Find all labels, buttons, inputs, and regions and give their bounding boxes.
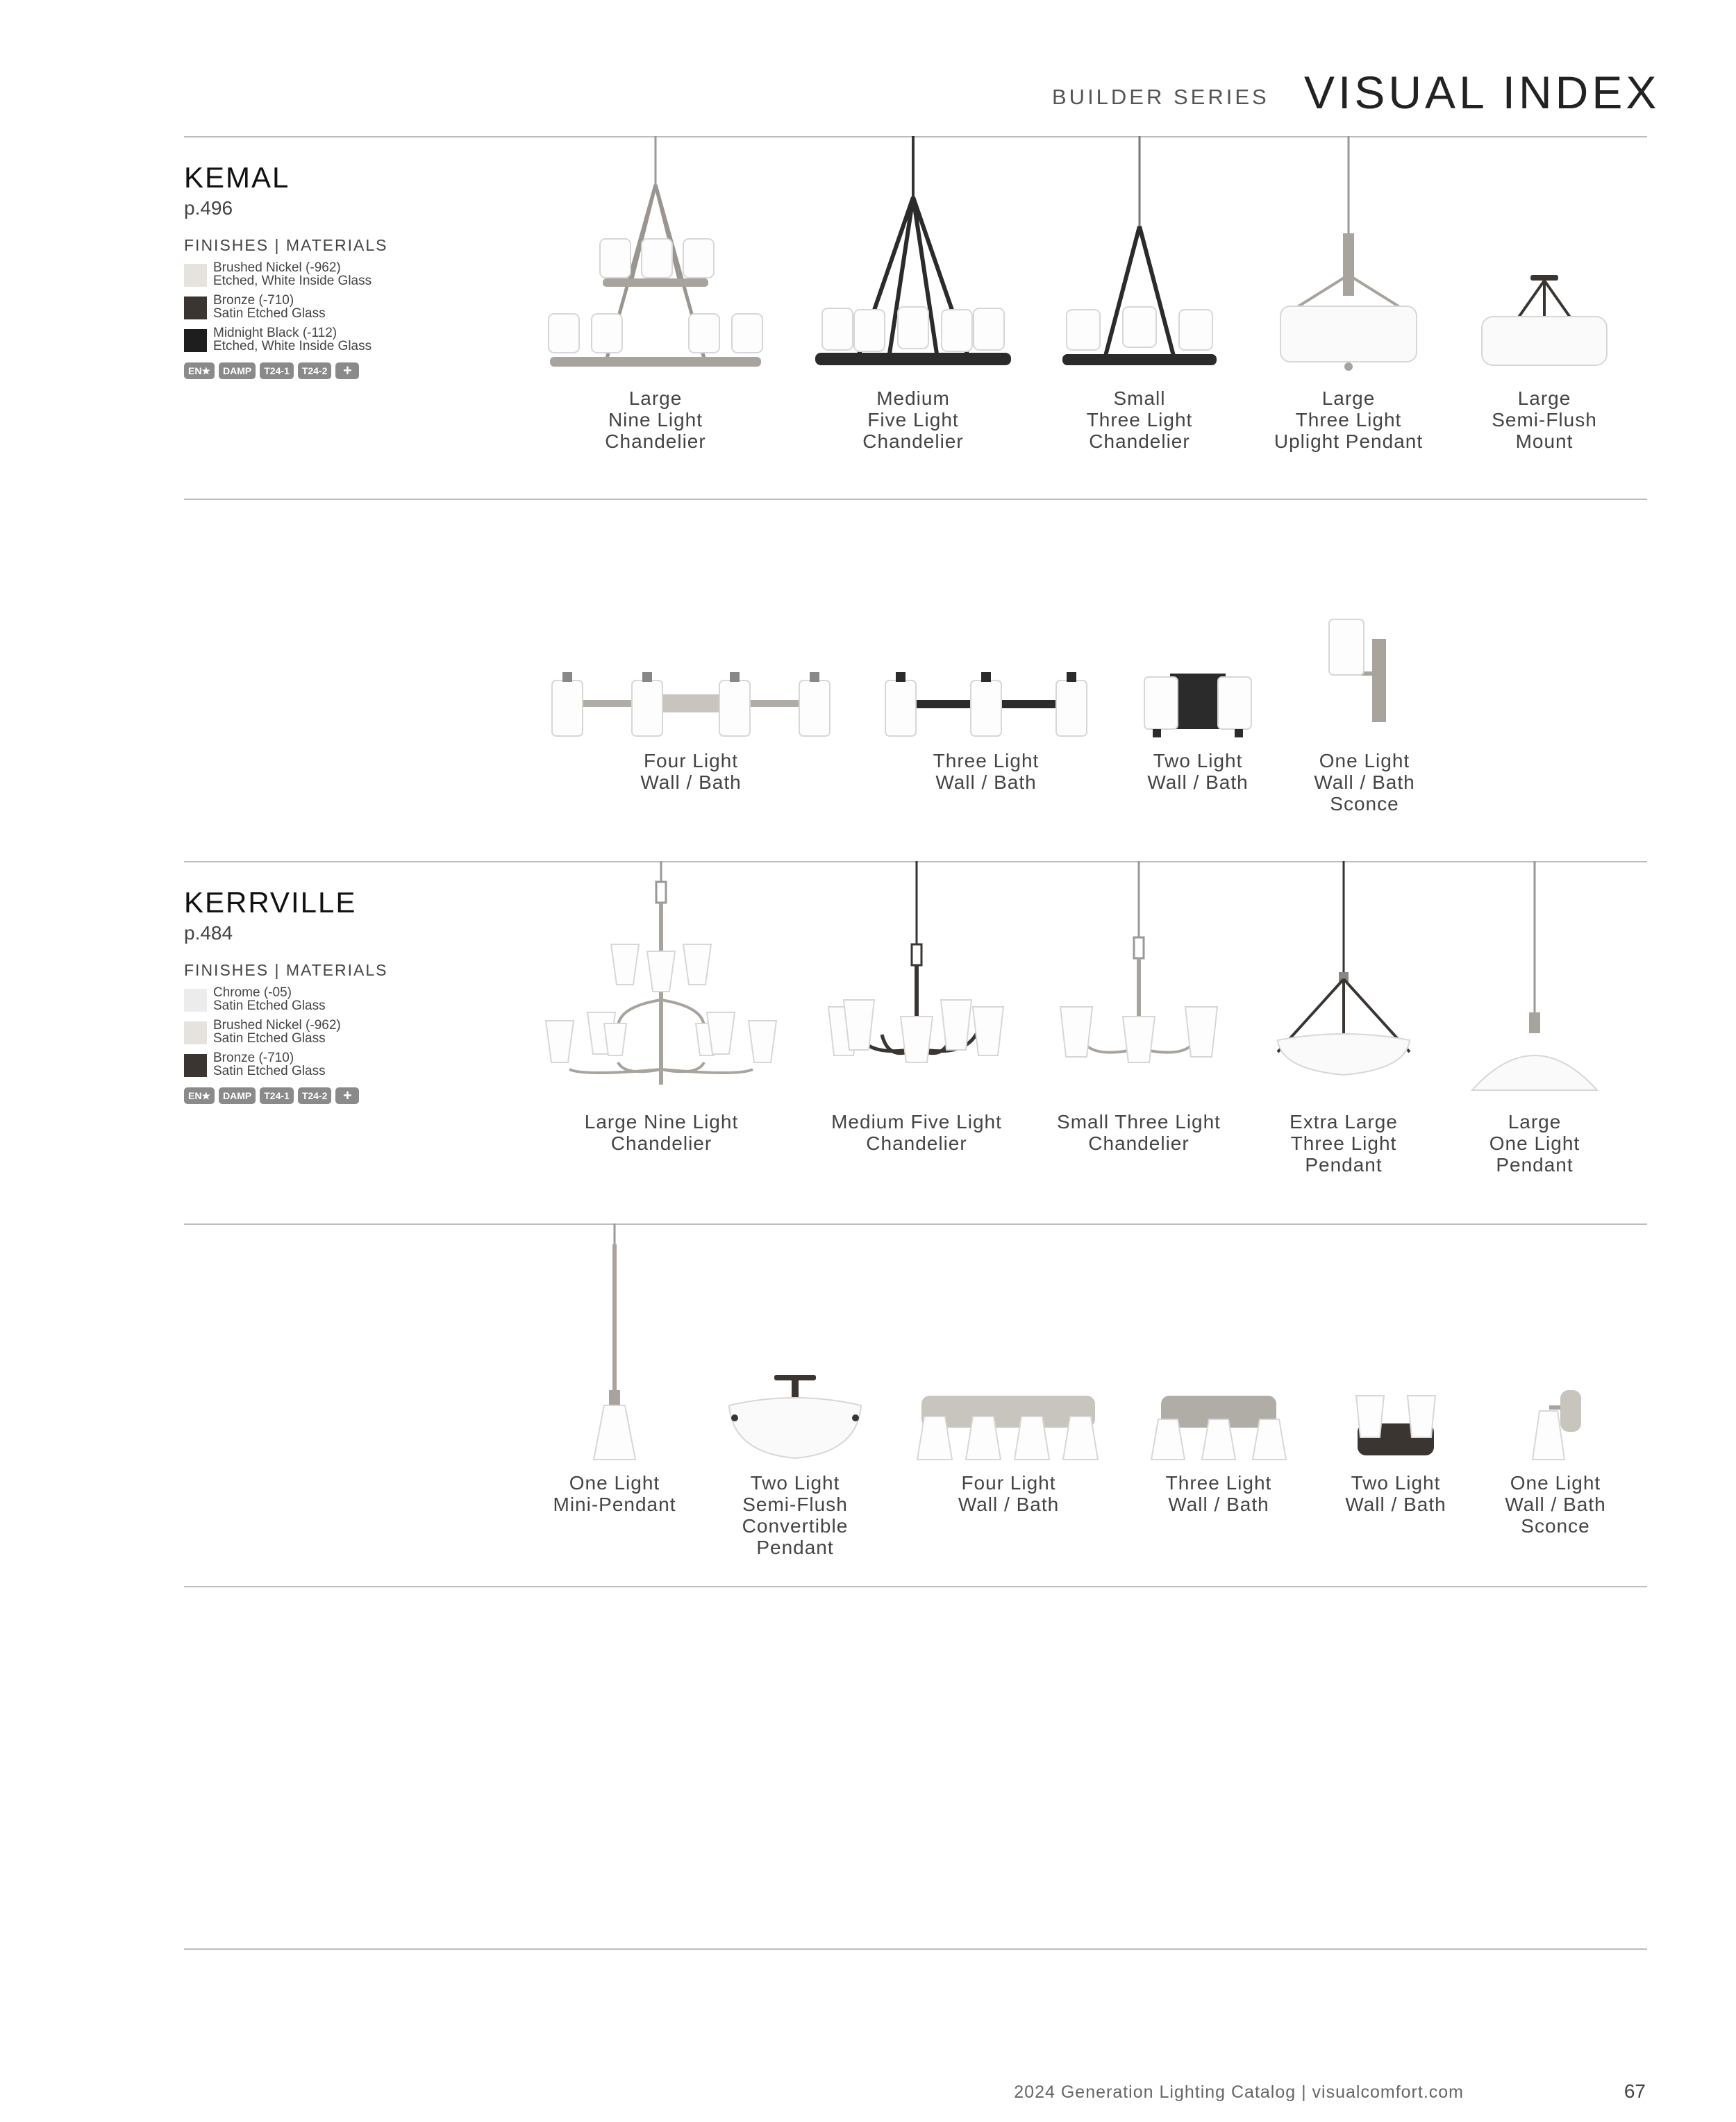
drum-pendant-icon <box>1265 136 1432 386</box>
finish-name: Bronze (-710) <box>213 1051 294 1065</box>
finish-name: Brushed Nickel (-962) <box>213 260 341 275</box>
finish-material: Satin Etched Glass <box>213 999 326 1013</box>
product-label: Small Three Light Chandelier <box>1086 387 1193 452</box>
finish-swatch <box>184 1021 207 1044</box>
vanity-three-icon <box>878 597 1094 736</box>
product-kerrville-two-light-semi-flush-convertible-pendant[interactable] <box>722 1223 868 1571</box>
vanity-four-icon <box>913 1223 1104 1463</box>
product-kemal-two-light-wall-bath[interactable] <box>1139 597 1257 826</box>
product-label: Large Semi-Flush Mount <box>1492 387 1597 452</box>
vanity-three-icon <box>1146 1223 1292 1463</box>
finish-material: Satin Etched Glass <box>213 1031 326 1046</box>
product-label: Three Light Wall / Bath <box>933 750 1040 793</box>
chandelier-arms-small-icon <box>1052 861 1226 1097</box>
finish-material: Satin Etched Glass <box>213 1064 326 1078</box>
product-label: Large Nine Light Chandelier <box>605 387 706 452</box>
product-kemal-large-nine-light-chandelier[interactable] <box>544 136 767 456</box>
vanity-two-icon <box>1337 1223 1455 1463</box>
finish-swatch <box>184 296 207 319</box>
mini-pendant-icon <box>545 1223 684 1463</box>
product-label: Two Light Wall / Bath <box>1345 1472 1446 1515</box>
plus-badge: + <box>335 1087 359 1104</box>
series-label: BUILDER SERIES <box>1052 85 1269 109</box>
vanity-two-icon <box>1139 597 1257 736</box>
product-kemal-three-light-wall-bath[interactable] <box>878 597 1094 826</box>
product-label: Medium Five Light Chandelier <box>831 1111 1002 1154</box>
family-name-kemal: KEMAL <box>184 161 290 194</box>
finish-swatch <box>184 1054 207 1077</box>
certification-badges <box>184 362 359 379</box>
finish-material: Etched, White Inside Glass <box>213 274 372 288</box>
product-kerrville-large-nine-light-chandelier[interactable] <box>542 861 781 1180</box>
product-label: Two Light Wall / Bath <box>1147 750 1249 793</box>
product-kerrville-medium-five-light-chandelier[interactable] <box>823 861 1010 1180</box>
product-kemal-four-light-wall-bath[interactable] <box>549 597 833 826</box>
finish-material: Satin Etched Glass <box>213 306 326 321</box>
energy-star-badge: EN★ <box>184 362 215 379</box>
certification-badges <box>184 1087 359 1104</box>
finishes-heading: FINISHES | MATERIALS <box>184 236 388 254</box>
page-number: 67 <box>1624 2080 1646 2102</box>
product-label: Large Nine Light Chandelier <box>584 1111 739 1154</box>
family-name-kerrville: KERRVILLE <box>184 886 357 919</box>
chandelier-two-tier-icon <box>544 136 767 386</box>
energy-star-badge: EN★ <box>184 1087 215 1104</box>
sconce-icon <box>1496 1223 1614 1463</box>
product-label: Three Light Wall / Bath <box>1165 1472 1272 1515</box>
finish-name: Midnight Black (-112) <box>213 326 337 340</box>
product-kerrville-two-light-wall-bath[interactable] <box>1337 1223 1455 1571</box>
divider <box>184 1586 1647 1587</box>
product-label: Small Three Light Chandelier <box>1057 1111 1221 1154</box>
product-kerrville-one-light-wall-bath-sconce[interactable] <box>1496 1223 1614 1571</box>
product-kerrville-one-light-mini-pendant[interactable] <box>545 1223 684 1571</box>
chandelier-two-tier-icon <box>542 861 781 1097</box>
divider <box>184 499 1647 500</box>
finish-swatch <box>184 264 207 287</box>
product-label: Two Light Semi-Flush Convertible Pendant <box>742 1472 849 1558</box>
product-label: One Light Wall / Bath Sconce <box>1505 1472 1606 1537</box>
t24-2-badge: T24-2 <box>298 362 332 379</box>
product-kemal-small-three-light-chandelier[interactable] <box>1060 136 1219 456</box>
semi-flush-bowl-icon <box>722 1223 868 1463</box>
bowl-pendant-icon <box>1264 861 1424 1097</box>
finish-material: Etched, White Inside Glass <box>213 339 372 353</box>
product-kemal-one-light-wall-bath-sconce[interactable] <box>1305 597 1424 826</box>
vanity-four-icon <box>549 597 833 736</box>
t24-1-badge: T24-1 <box>260 1087 294 1104</box>
product-kerrville-small-three-light-chandelier[interactable] <box>1052 861 1226 1180</box>
semi-flush-icon <box>1475 136 1614 386</box>
divider <box>184 1948 1647 1950</box>
family-page-kerrville: p.484 <box>184 922 233 944</box>
damp-badge: DAMP <box>219 1087 256 1104</box>
finish-swatch <box>184 989 207 1012</box>
product-kemal-large-semi-flush-mount[interactable] <box>1475 136 1614 456</box>
product-label: Large One Light Pendant <box>1489 1111 1580 1176</box>
chandelier-arms-icon <box>823 861 1010 1097</box>
family-page-kemal: p.496 <box>184 197 233 219</box>
product-kerrville-extra-large-three-light-pendant[interactable] <box>1264 861 1424 1180</box>
footer-catalog-text: 2024 Generation Lighting Catalog | visualcomfort.com <box>1014 2082 1464 2102</box>
product-kerrville-three-light-wall-bath[interactable] <box>1146 1223 1292 1571</box>
t24-1-badge: T24-1 <box>260 362 294 379</box>
product-label: One Light Mini-Pendant <box>553 1472 676 1515</box>
damp-badge: DAMP <box>219 362 256 379</box>
finish-name: Chrome (-05) <box>213 985 292 1000</box>
product-label: Large Three Light Uplight Pendant <box>1274 387 1424 452</box>
sconce-icon <box>1305 597 1424 736</box>
dome-pendant-icon <box>1465 861 1604 1097</box>
chandelier-ring-small-icon <box>1060 136 1219 386</box>
product-label: Four Light Wall / Bath <box>958 1472 1060 1515</box>
product-label: Medium Five Light Chandelier <box>862 387 964 452</box>
product-label: Four Light Wall / Bath <box>640 750 742 793</box>
product-kerrville-four-light-wall-bath[interactable] <box>913 1223 1104 1571</box>
finish-name: Bronze (-710) <box>213 293 294 308</box>
product-kemal-large-three-light-uplight-pendant[interactable] <box>1265 136 1432 456</box>
product-kemal-medium-five-light-chandelier[interactable] <box>812 136 1014 456</box>
chandelier-ring-icon <box>812 136 1014 386</box>
plus-badge: + <box>335 362 359 379</box>
t24-2-badge: T24-2 <box>298 1087 332 1104</box>
product-label: Extra Large Three Light Pendant <box>1290 1111 1398 1176</box>
finish-swatch <box>184 329 207 352</box>
product-label: One Light Wall / Bath Sconce <box>1314 750 1415 814</box>
product-kerrville-large-one-light-pendant[interactable] <box>1465 861 1604 1180</box>
finishes-heading: FINISHES | MATERIALS <box>184 961 388 979</box>
page-title: VISUAL INDEX <box>1304 67 1660 118</box>
finish-name: Brushed Nickel (-962) <box>213 1018 341 1033</box>
